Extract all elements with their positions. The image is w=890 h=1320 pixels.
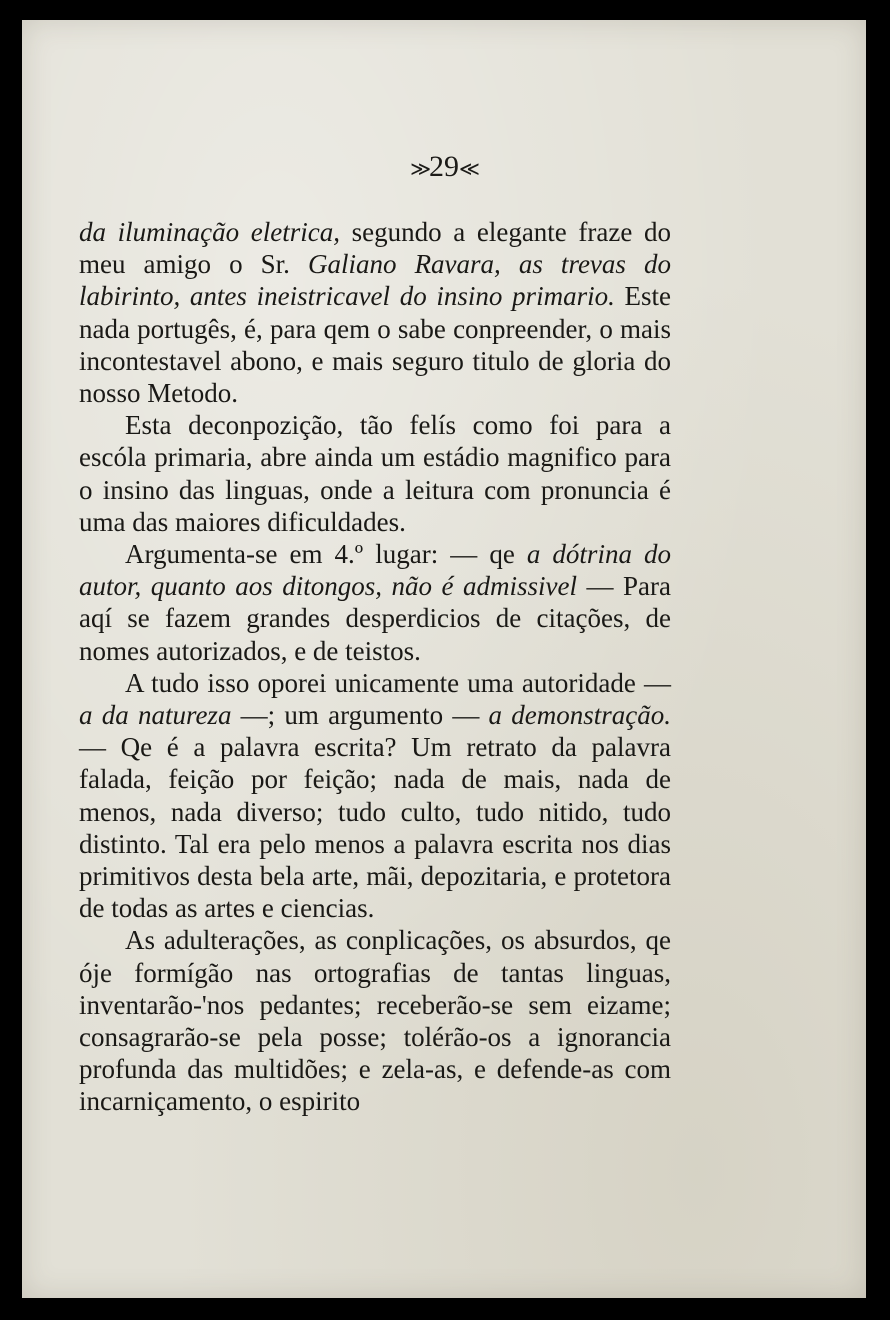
text-run: — Qe é a palavra escrita? Um retrato da palavra falada, feição por feição; nada de mais, nada de menos, nada diverso; tudo culto, tudo nitido, tudo distinto. Tal era pelo menos a palavra escrita nos dias primitivos desta bela arte, mãi, depozitaria, e protetora de todas as artes e ciencias. — [79, 732, 671, 924]
text-run: Argumenta-se em 4.º lugar: — qe — [125, 539, 527, 570]
paragraph — [79, 667, 671, 925]
text-run: Este nada portugês, é, para qem o sabe conpreender, o mais incontestavel abono, e mais seguro titulo de gloria do nosso Metodo. — [79, 281, 671, 409]
text-run: Esta deconpozição, tão felís como foi para a escóla primaria, abre ainda um estádio magnifico para o insino das linguas, onde a leitura com pronuncia é uma das maiores dificuldades. — [79, 410, 671, 537]
text-run: —; um argumento — — [231, 700, 489, 731]
paragraph — [79, 216, 671, 409]
body-text — [79, 216, 671, 1118]
italic-text: a da natureza — [79, 700, 232, 731]
right-ornament: ≪ — [459, 158, 478, 181]
book-page — [22, 20, 866, 1298]
left-ornament: ≫ — [410, 158, 429, 181]
text-run: segundo a elegante fraze do meu amigo o Sr. — [79, 217, 671, 280]
text-run: — Para aqí se fazem grandes desperdicios de citações, de nomes autorizados, e de teistos. — [79, 571, 671, 666]
italic-text: a demonstração. — [488, 700, 672, 731]
paragraph — [79, 924, 671, 1117]
text-run: As adulterações, as conplicações, os absurdos, qe óje formígão nas ortografias de tantas linguas, inventarão-'nos pedantes; receberão-se sem eizame; consagrarão-se pela posse; tolérão-os a ignorancia profunda das multidões; e zela-as, e defende-as com incarniçamento, o espirito — [79, 925, 671, 1117]
text-run: A tudo isso oporei unicamente uma autoridade — — [125, 667, 671, 698]
italic-text: da iluminação eletrica, — [79, 217, 340, 247]
paragraph — [79, 409, 671, 538]
italic-text: a dótrina do autor, quanto aos ditongos, não é admissivel — [79, 539, 671, 602]
page-number: 29 — [429, 150, 459, 183]
paragraph — [79, 538, 671, 667]
page-number-header — [22, 150, 866, 184]
italic-text: Galiano Ravara, as trevas do labirinto, antes ineistricavel do insino primario. — [79, 249, 671, 312]
